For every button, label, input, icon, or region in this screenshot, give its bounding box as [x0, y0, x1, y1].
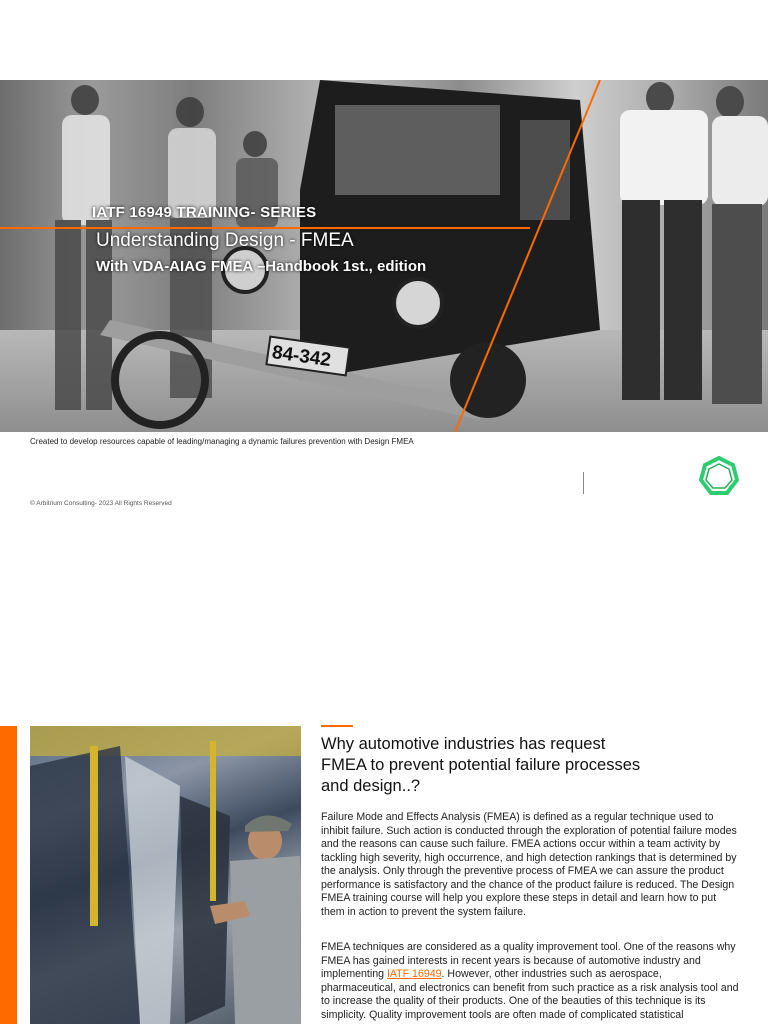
factory-worker-photo: [30, 726, 301, 1024]
copyright-notice: © Arbitrium Consulting- 2023 All Rights Reserved: [30, 500, 172, 507]
paragraph-2-text-before: FMEA techniques are considered as a quality improvement tool. One of the reasons why FMEA has gained interests in recent years is because of automotive industry and implementing: [321, 941, 736, 980]
article-section: [0, 712, 768, 1024]
article-heading: Why automotive industries has request FMEA to prevent potential failure processes and design..?: [321, 735, 641, 795]
cover-subtitle: With VDA-AIAG FMEA –Handbook 1st., edition: [96, 258, 427, 275]
vintage-car-crash-photo: [0, 80, 768, 432]
license-plate: 84-342: [270, 342, 333, 372]
iatf-16949-link[interactable]: IATF 16949: [386, 968, 442, 980]
heptagon-logo-icon: [699, 456, 739, 496]
article-paragraph-1: Failure Mode and Effects Analysis (FMEA) is defined as a regular technique used to inhibit failure. Such action is conducted through the exploration of potential failure modes and the reasons can cause such failure. FMEA actions occur within a team activity by tackling high severity, high occurrence, and high detection rankings that is determined by the analysis. Only through the preventive process of FMEA we can assure the product performance is satisfactory and the chance of the product failure is reduced. The Design FMEA training course will help you explore these steps in detail and learn how to put them in action to prevent the system failure.: [321, 811, 737, 918]
paragraph-2-text-after: . However, other industries such as aerospace, pharmaceutical, and electronics can benefit from such practice as a risk analysis tool and to increase the quality of their products. One of the beauties of this technique is its simplicity. Quality improvement tools are often made of complicated statistical: [321, 968, 739, 1021]
heading-accent-line: [321, 725, 353, 727]
cover-caption: Created to develop resources capable of leading/managing a dynamic failures prevention with Design FMEA: [30, 437, 414, 446]
article-paragraph-2: [321, 941, 739, 1022]
training-series-label: IATF 16949 TRAINING- SERIES: [92, 204, 317, 221]
cover-title: Understanding Design - FMEA: [96, 230, 354, 251]
orange-side-bar: [0, 726, 17, 1024]
vertical-divider: [583, 472, 584, 494]
photo-illustration: [0, 80, 768, 432]
